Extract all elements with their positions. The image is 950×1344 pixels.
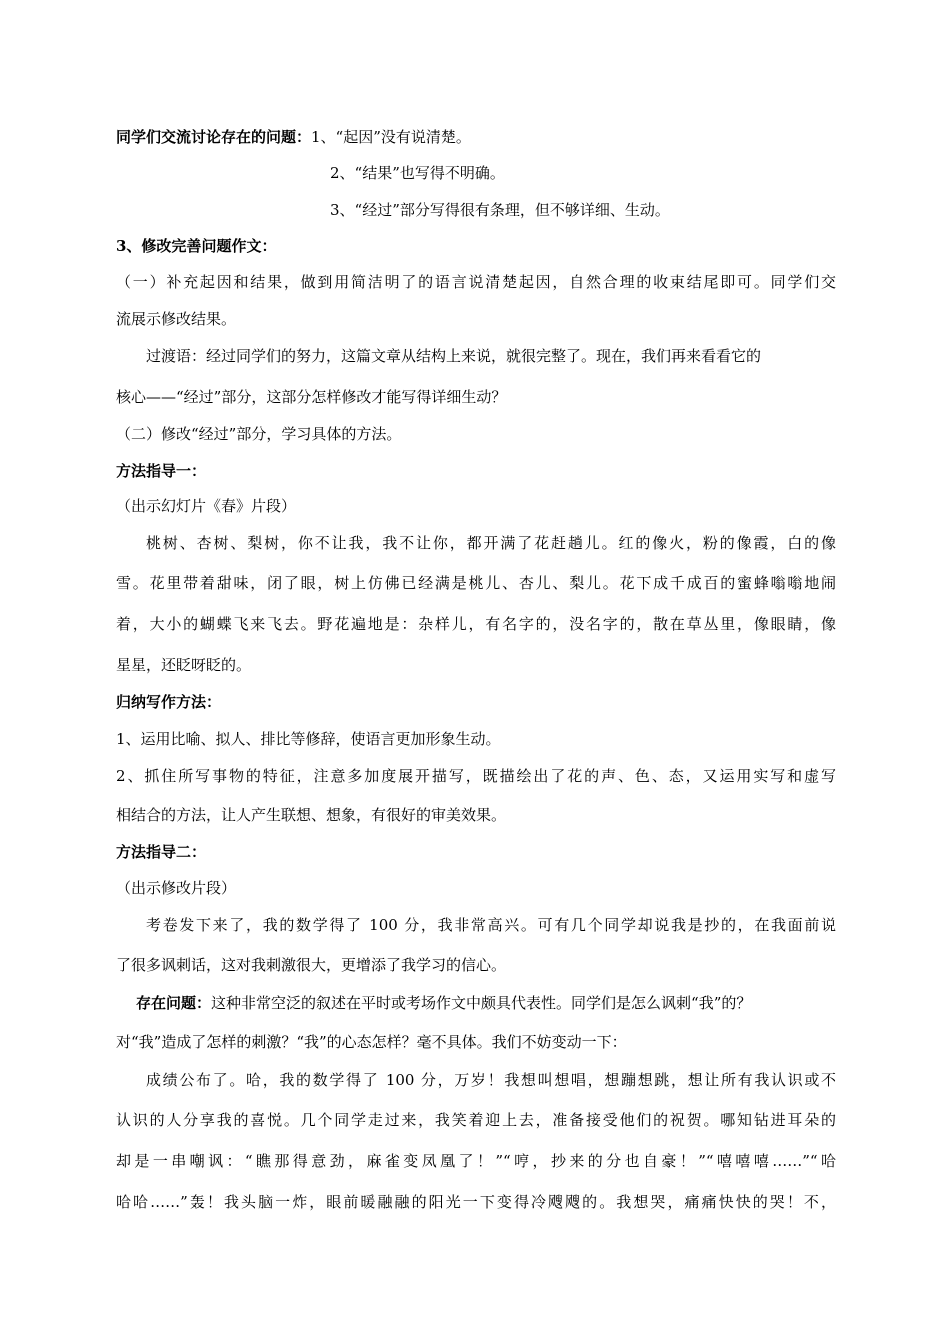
summary-heading: 归纳写作方法：: [116, 693, 222, 711]
revised-line-3: 却是一串嘲讽：“瞧那得意劲，麻雀变凤凰了！”“哼，抄来的分也自豪！”“嘻嘻嘻……”“哈: [116, 1152, 836, 1170]
discussion-label: 同学们交流讨论存在的问题：: [116, 128, 312, 146]
part1-line-2: 流展示修改结果。: [116, 310, 237, 328]
part1-line-1: （一）补充起因和结果，做到用简洁明了的语言说清楚起因，自然合理的收束结尾即可。同学们交: [116, 273, 836, 291]
summary-item-1: 1、运用比喻、拟人、排比等修辞，使语言更加形象生动。: [116, 730, 501, 748]
revised-line-1: 成绩公布了。哈，我的数学得了 100 分，万岁！我想叫想唱，想蹦想跳，想让所有我认识或不: [146, 1071, 836, 1089]
revised-line-2: 认识的人分享我的喜悦。几个同学走过来，我笑着迎上去，准备接受他们的祝贺。哪知钻进耳朵的: [116, 1111, 836, 1129]
problem-text-1: 这种非常空泛的叙述在平时或考场作文中颇具代表性。同学们是怎么讽刺“我”的？: [211, 994, 752, 1012]
exam-line-1: 考卷发下来了，我的数学得了 100 分，我非常高兴。可有几个同学却说我是抄的，在我面前说: [146, 916, 836, 934]
discussion-item-2: 2、“结果”也写得不明确。: [330, 164, 505, 182]
spring-line-1: 桃树、杏树、梨树，你不让我，我不让你，都开满了花赶趟儿。红的像火，粉的像霞，白的像: [146, 534, 836, 552]
spring-line-3: 着，大小的蝴蝶飞来飞去。野花遍地是：杂样儿，有名字的，没名字的，散在草丛里，像眼睛，像: [116, 615, 836, 633]
discussion-item-3: 3、“经过”部分写得很有条理，但不够详细、生动。: [330, 201, 670, 219]
transition-line-1: 过渡语：经过同学们的努力，这篇文章从结构上来说，就很完整了。现在，我们再来看看它的: [146, 347, 762, 365]
revised-line-4: 哈哈……”轰！我头脑一炸，眼前暖融融的阳光一下变得冷飕飕的。我想哭，痛痛快快的哭！不，: [116, 1193, 836, 1211]
summary-item-2-line-2: 相结合的方法，让人产生联想、想象，有很好的审美效果。: [116, 806, 507, 824]
transition-line-2: 核心——“经过”部分，这部分怎样修改才能写得详细生动？: [116, 388, 507, 406]
method1-source: （出示幻灯片《春》片段）: [116, 497, 297, 515]
method1-heading: 方法指导一：: [116, 462, 207, 480]
problem-line-1: [136, 993, 847, 1013]
summary-item-2-line-1: 2、抓住所写事物的特征，注意多加度展开描写，既描绘出了花的声、色、态，又运用实写和虚写: [116, 767, 836, 785]
spring-line-2: 雪。花里带着甜味，闭了眼，树上仿佛已经满是桃儿、杏儿、梨儿。花下成千成百的蜜蜂嗡嗡地闹: [116, 574, 836, 592]
method2-source: （出示修改片段）: [116, 879, 237, 897]
part2-line: （二）修改“经过”部分，学习具体的方法。: [116, 425, 402, 443]
problem-label: 存在问题：: [136, 994, 212, 1012]
spring-line-4: 星星，还眨呀眨的。: [116, 656, 252, 674]
discussion-item-1: 1、“起因”没有说清楚。: [311, 128, 471, 146]
step3-heading: 3、修改完善问题作文：: [116, 237, 277, 255]
exam-line-2: 了很多讽刺话，这对我刺激很大，更增添了我学习的信心。: [116, 956, 507, 974]
method2-heading: 方法指导二：: [116, 843, 207, 861]
problem-line-2: 对“我”造成了怎样的刺激？“我”的心态怎样？毫不具体。我们不妨变动一下：: [116, 1033, 627, 1051]
discussion-line-1: [116, 127, 836, 147]
